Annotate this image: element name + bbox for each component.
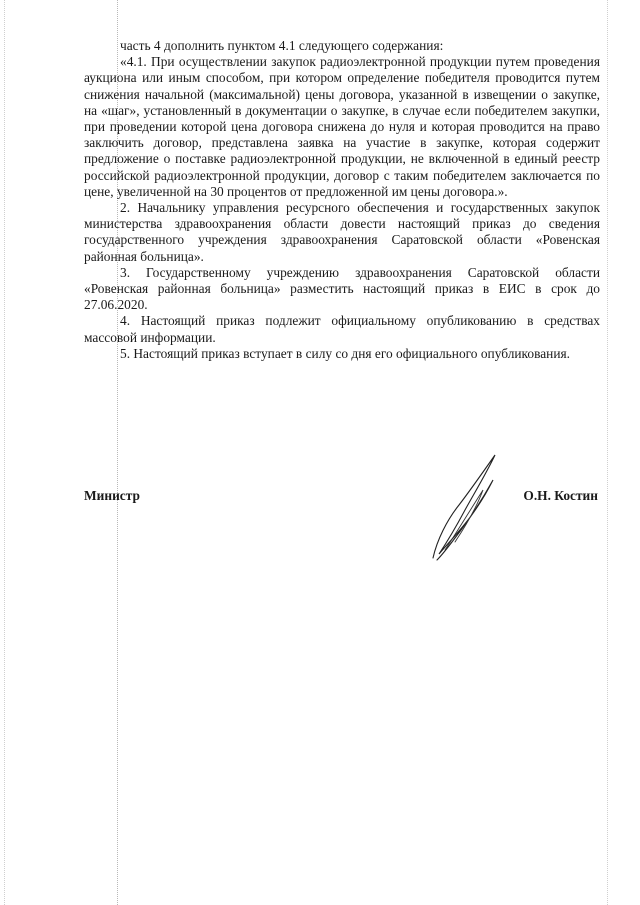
paragraph-2: 2. Начальнику управления ресурсного обеспечения и государственных закупок министерства здравоохранения области довести настоящий приказ до сведения государственного учреждения здравоохранения Саратовской области «Ровенская районная больница». — [84, 200, 600, 264]
paragraph-intro: часть 4 дополнить пунктом 4.1 следующего содержания: — [120, 38, 444, 53]
scan-edge-left — [4, 0, 5, 905]
document-body — [84, 38, 600, 362]
paragraph-4: 4. Настоящий приказ подлежит официальному опубликованию в средствах массовой информации. — [84, 313, 600, 345]
paragraph-3: 3. Государственному учреждению здравоохранения Саратовской области «Ровенская районная больница» разместить настоящий приказ в ЕИС в срок до 27.06.2020. — [84, 264, 600, 313]
paragraph-5: 5. Настоящий приказ вступает в силу со дня его официального опубликования. — [120, 345, 570, 361]
paragraph-4-1: «4.1. При осуществлении закупок радиоэлектронной продукции путем проведения аукциона или иным способом, при котором определение победителя проводится путем снижения начальной (максимальной) цены договора, указанной в извещении о закупке, на «шаг», установленный в документации о закупке, в случае если победителем закупки, при проведении которой цена договора снижена до нуля и которая проводится на право заключить договор, представлена заявка на участие в закупке, которая содержит предложение о поставке радиоэлектронной продукции, не включенной в единый реестр российской радиоэлектронной продукции, договор с таким победителем заключается по цене, увеличенной на 30 процентов от предложенной им цены договора.». — [84, 54, 600, 199]
signer-title: Министр — [84, 488, 140, 503]
scan-edge-right — [607, 0, 608, 905]
signer-name: О.Н. Костин — [523, 488, 598, 503]
handwritten-signature — [425, 450, 505, 565]
